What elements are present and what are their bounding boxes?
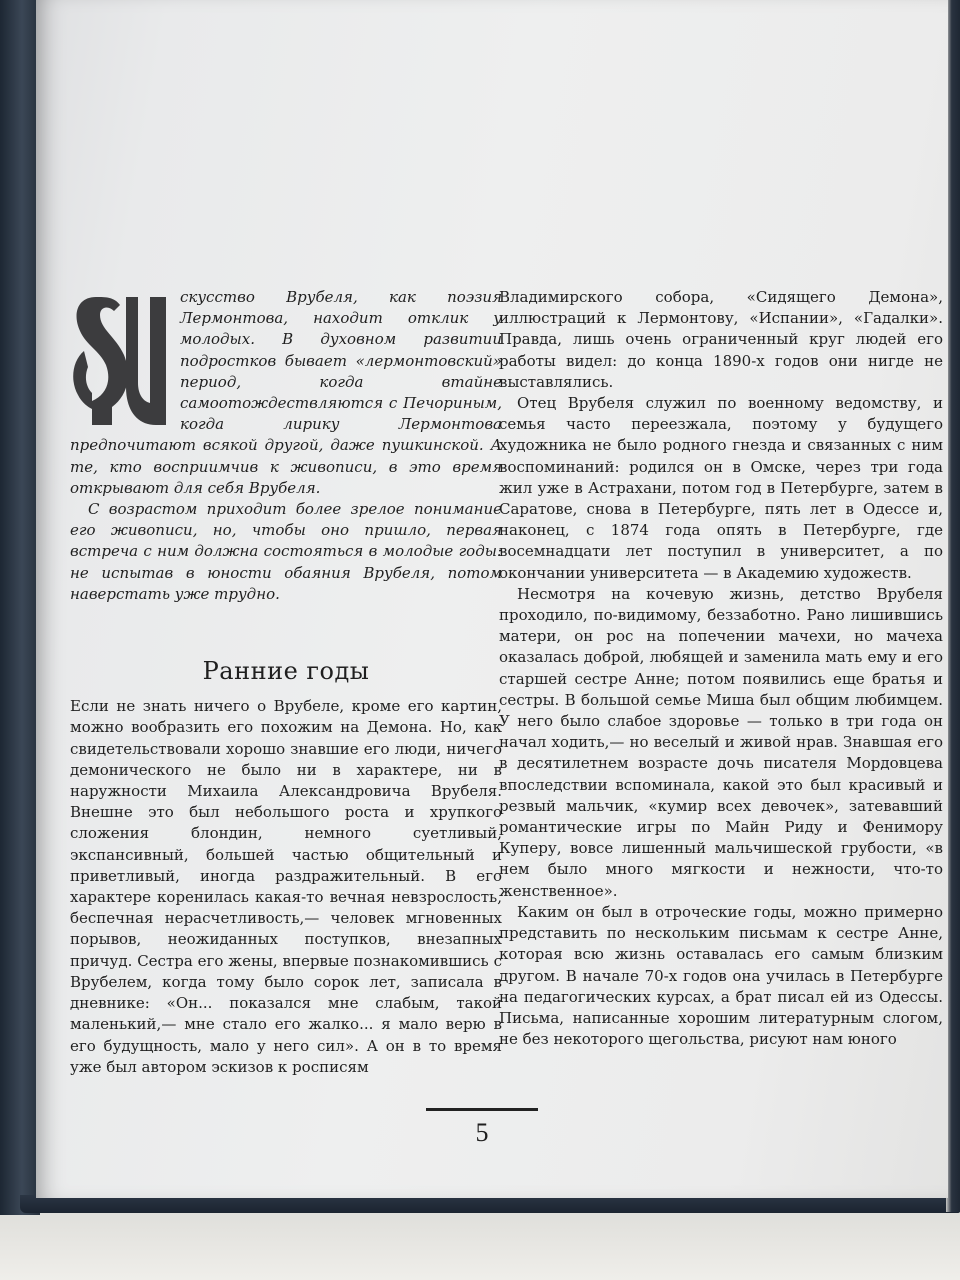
- body-paragraph-right-1: Владимирского собора, «Сидящего Демона», иллюстраций к Лермонтову, «Испании», «Гадалки». Правда, лишь очень ограниченный круг людей его работы видел: до конца 1890-х годов они нигде не выставлялись.: [499, 288, 943, 391]
- page-number: 5: [475, 1118, 489, 1147]
- left-column: [70, 287, 502, 1078]
- page-number-rule: [426, 1108, 538, 1111]
- dropcap-letter: [66, 291, 170, 431]
- book-cover-left-edge: [0, 0, 40, 1215]
- section-heading: Ранние годы: [202, 657, 370, 686]
- dropcap-ornament-icon: [66, 291, 170, 431]
- book-page: [36, 0, 948, 1198]
- intro-paragraph-2: С возрастом приходит более зрелое понимание его живописи, но, чтобы оно пришло, первая встреча с ним должна состояться в молодые годы: не испытав в юности обаяния Врубеля, потом наверстать уже трудно.: [70, 500, 502, 603]
- right-column: [499, 287, 943, 1050]
- body-paragraph-left: Если не знать ничего о Врубеле, кроме его картин, можно вообразить его похожим на Демона. Но, как свидетельствовали хорошо знавшие его люди, ничего демонического не было ни в характере, ни в наружности Михаила Александровича Врубеля. Внешне это был небольшого роста и хрупкого сложения блондин, немного суетливый, экспансивный, большей частью общительный и приветливый, иногда раздражительный. В его характере коренилась какая-то вечная невзрослость, беспечная нерасчетливость,— человек мгновенных порывов, неожиданных поступков, внезапных причуд. Сестра его жены, впервые познакомившись с Врубелем, когда тому было сорок лет, записала в дневнике: «Он... показался мне слабым, такой маленький,— мне стало его жалко... я мало верю в его будущность, мало у него сил». А он в то время уже был автором эскизов к росписям: [70, 697, 502, 1076]
- intro-paragraph-1: скусство Врубеля, как поэзия Лермонтова, находит отклик у молодых. В духовном развитии подростков бывает «лермонтовский» период, когда втайне самоотождествляются с Печориным, когда лирику Лермонтова предпочитают всякой другой, даже пушкинской. А те, кто восприимчив к живописи, в это время открывают для себя Врубеля.: [70, 288, 502, 497]
- body-paragraph-right-2: Отец Врубеля служил по военному ведомству, и семья часто переезжала, поэтому у будущего художника не было родного гнезда и связанных с ним воспоминаний: родился он в Омске, через три года жил уже в Астрахани, потом год в Петербурге, затем в Саратове, снова в Петербурге, пять лет в Одессе и, наконец, с 1874 года опять в Петербурге, где восемнадцати лет поступил в университет, а по окончании университета — в Академию художеств.: [499, 394, 943, 582]
- body-paragraph-right-3: Несмотря на кочевую жизнь, детство Врубеля проходило, по-видимому, беззаботно. Рано лишившись матери, он рос на попечении мачехи, но мачеха оказалась доброй, любящей и заменила мать ему и его старшей сестре Анне; потом появились еще братья и сестры. В большой семье Миша был общим любимцем. У него было слабое здоровье — только в три года он начал ходить,— но веселый и живой нрав. Знавшая его в десятилетнем возрасте дочь писателя Мордовцева впоследствии вспоминала, какой это был красивый и резвый мальчик, «кумир всех девочек», затевавший романтические игры по Майн Риду и Фенимору Куперу, вовсе лишенный мальчишеской грубости, «в нем было много мягкости и нежности, что-то женственное».: [499, 584, 943, 900]
- body-paragraph-right-4: Каким он был в отроческие годы, можно примерно представить по нескольким письмам к сестре Анне, которая всю жизнь оставалась его самым близким другом. В начале 70-х годов она училась в Петербурге на педагогических курсах, а брат писал ей из Одессы. Письма, написанные хорошим литературным слогом, не без некоторого щегольства, рисуют нам юного: [499, 902, 943, 1049]
- book-cover-right-edge: [946, 0, 960, 1212]
